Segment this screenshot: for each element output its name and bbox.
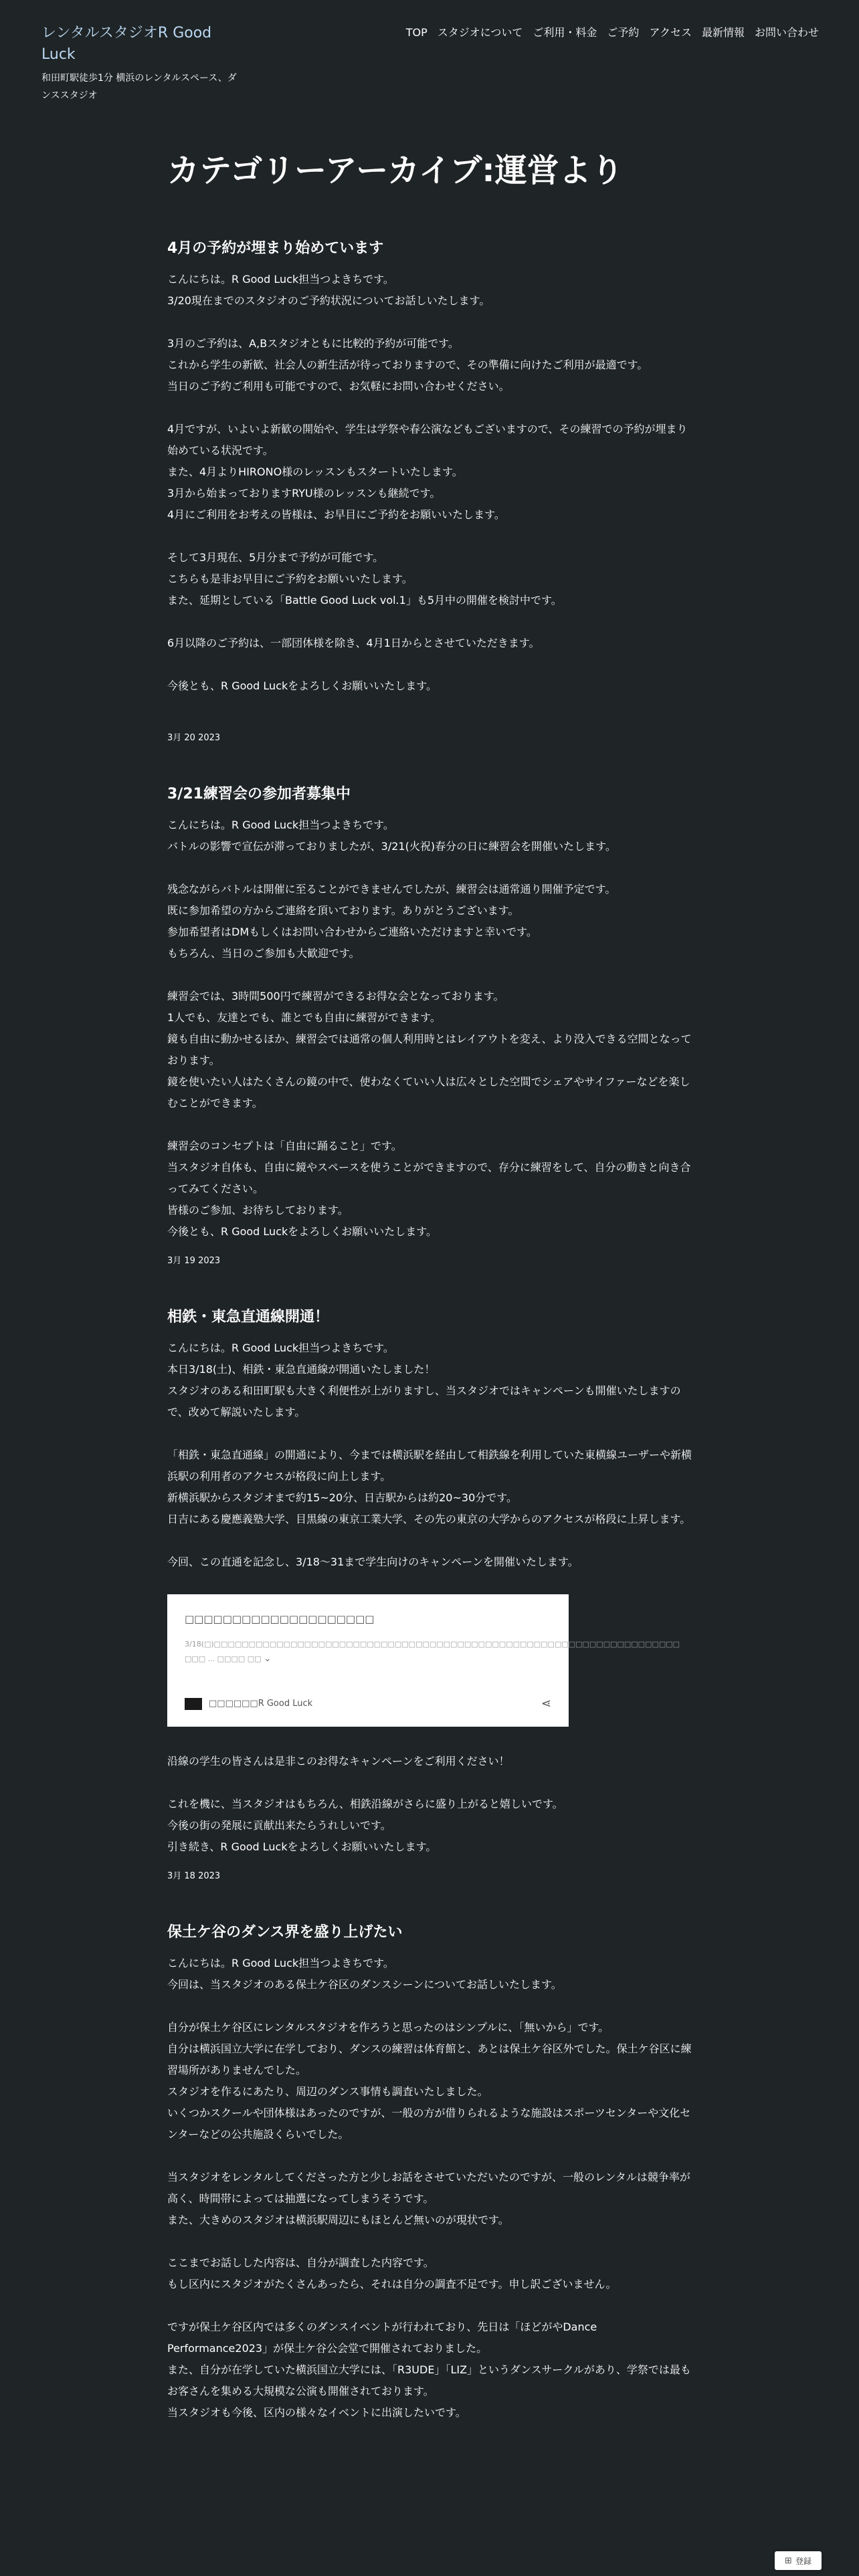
post-line: 今後の街の発展に貢献出来たらうれしいです。 — [167, 1819, 391, 1832]
post-line: 自分が保土ケ谷区にレンタルスタジオを作ろうと思ったのはシンプルに、「無いから」です。 — [167, 2021, 609, 2034]
post-line: また、自分が在学していた横浜国立大学には、「R3UDE」「LIZ」というダンスサークルがあり、学祭では最もお客さんを集める大規模な公演も開催されております。 — [167, 2363, 691, 2397]
post-line: こんにちは。R Good Luck担当つよきちです。 — [167, 819, 394, 831]
post-line: 「相鉄・東急直通線」の開通により、今までは横浜駅を経由して相鉄線を利用していた東横線ユーザーや新横浜駅の利用者のアクセスが格段に向上します。 — [167, 1448, 692, 1483]
post-line: こんにちは。R Good Luck担当つよきちです。 — [167, 273, 394, 286]
post-line: また、大きめのスタジオは横浜駅周辺にもほとんど無いのが現状です。 — [167, 2214, 509, 2226]
post-paragraph — [167, 547, 696, 611]
post-paragraph — [167, 333, 696, 397]
post-paragraph — [167, 815, 696, 857]
post-line: 今回は、当スタジオのある保土ケ谷区のダンスシーンについてお話しいたします。 — [167, 1978, 562, 1991]
post-line: また、4月よりHIRONO様のレッスンもスタートいたします。 — [167, 465, 463, 478]
post-line: こんにちは。R Good Luck担当つよきちです。 — [167, 1957, 394, 1969]
post-line: 当日のご予約ご利用も可能ですので、お気軽にお問い合わせください。 — [167, 380, 510, 393]
post-line: もちろん、当日のご参加も大歓迎です。 — [167, 947, 360, 960]
post-line: 当スタジオ自体も、自由に鏡やスペースを使うことができますので、存分に練習をして、自分の動きと向き合ってみてください。 — [167, 1161, 691, 1195]
brand-logo-icon — [185, 1698, 202, 1710]
post-title[interactable]: 保土ケ谷のダンス界を盛り上げたい — [167, 1924, 403, 1941]
embed-footer — [185, 1695, 551, 1713]
post-line: ここまでお話しした内容は、自分が調査した内容です。 — [167, 2256, 434, 2269]
post-line: 練習会のコンセプトは「自由に踊ること」です。 — [167, 1140, 402, 1152]
post-line: 鏡を使いたい人はたくさんの鏡の中で、使わなくていい人は広々とした空間でシェアやサイファーなどを楽しむことができます。 — [167, 1075, 690, 1109]
nav-item-news[interactable]: 最新情報 — [701, 26, 745, 39]
share-icon[interactable]: ⋖ — [541, 1697, 551, 1711]
embed-source[interactable]: □□□□□□R Good Luck — [209, 1699, 313, 1709]
post-line: 今後とも、R Good Luckをよろしくお願いいたします。 — [167, 1225, 437, 1238]
post-body — [167, 815, 696, 1243]
post-line: 練習会では、3時間500円で練習ができるお得な会となっております。 — [167, 990, 504, 1002]
main-content — [167, 147, 696, 2462]
post-line: 今回、この直通を記念し、3/18～31まで学生向けのキャンペーンを開催いたします。 — [167, 1555, 579, 1568]
post-paragraph — [167, 1551, 696, 1573]
post-line: 4月ですが、いよいよ新歓の開始や、学生は学祭や春公演などもございますので、その練習での予約が埋まり始めている状況です。 — [167, 423, 688, 457]
post-line: スタジオを作るにあたり、周辺のダンス事情も調査いたしました。 — [167, 2085, 488, 2098]
post — [167, 1307, 696, 1883]
post-line: 参加希望者はDMもしくはお問い合わせからご連絡いただけますと幸いです。 — [167, 926, 537, 938]
post-paragraph — [167, 879, 696, 964]
follow-icon: ⊞ — [785, 2555, 792, 2566]
nav-item-pricing[interactable]: ご利用・料金 — [533, 26, 597, 39]
post-line: 残念ながらバトルは開催に至ることができませんでしたが、練習会は通常通り開催予定です。 — [167, 883, 616, 895]
post-line: 沿線の学生の皆さんは是非このお得なキャンペーンをご利用ください！ — [167, 1755, 510, 1767]
post-paragraph — [167, 2167, 696, 2231]
post-body — [167, 1953, 696, 2424]
post-paragraph — [167, 2017, 696, 2145]
post-line: 6月以降のご予約は、一部団体様を除き、4月1日からとさせていただきます。 — [167, 637, 540, 649]
site-description: 和田町駅徒歩1分 横浜のレンタルスペース、ダンススタジオ — [41, 73, 237, 101]
post-line: 新横浜駅からスタジオまで約15~20分、日吉駅からは約20~30分です。 — [167, 1491, 517, 1504]
post-line: 既に参加希望の方からご連絡を頂いております。ありがとうございます。 — [167, 904, 519, 917]
post-line: 当スタジオをレンタルしてくださった方と少しお話をさせていただいたのですが、一般のレンタルは競争率が高く、時間帯によっては抽選になってしまうそうです。 — [167, 2171, 690, 2205]
post-paragraph — [167, 1794, 696, 1858]
archive-title: カテゴリーアーカイブ:運営より — [167, 152, 624, 189]
chevron-down-icon[interactable]: ⌄ — [264, 1654, 272, 1664]
nav-item-about[interactable]: スタジオについて — [437, 26, 523, 39]
post-paragraph — [167, 2252, 696, 2295]
post-paragraph — [167, 1444, 696, 1530]
post-line: こちらも是非お早目にご予約をお願いいたします。 — [167, 572, 413, 585]
post — [167, 238, 696, 745]
post-line: スタジオのある和田町駅も大きく利便性が上がりますし、当スタジオではキャンペーンも開催いたしますので、改めて解説いたします。 — [167, 1384, 681, 1418]
post-paragraph — [167, 986, 696, 1114]
post-line: これから学生の新歓、社会人の新生活が待っておりますので、その準備に向けたご利用が最適です。 — [167, 358, 648, 371]
post-paragraph — [167, 675, 696, 697]
post-line: 3/20現在までのスタジオのご予約状況についてお話しいたします。 — [167, 294, 490, 307]
post-date[interactable]: 3月 19 2023 — [167, 1256, 221, 1266]
post-title[interactable]: 3/21練習会の参加者募集中 — [167, 786, 351, 802]
site-title-link[interactable]: レンタルスタジオR Good Luck — [41, 25, 212, 63]
post-line: 今後とも、R Good Luckをよろしくお願いいたします。 — [167, 679, 437, 692]
post-paragraph — [167, 1953, 696, 1996]
post-line: 鏡も自由に動かせるほか、練習会では通常の個人利用時とはレイアウトを変え、より没入できる空間となっております。 — [167, 1033, 692, 1067]
post-paragraph — [167, 1136, 696, 1243]
embed-title[interactable]: □□□□□□□□□□□□□□□□□□□□ — [185, 1613, 375, 1625]
post-paragraph — [167, 633, 696, 654]
post-body — [167, 269, 696, 697]
post-line: 3月から始まっておりますRYU様のレッスンも継続です。 — [167, 487, 441, 500]
follow-button[interactable] — [775, 2551, 822, 2570]
nav-item-access[interactable]: アクセス — [649, 26, 692, 39]
post-line: そして3月現在、5月分まで予約が可能です。 — [167, 551, 384, 564]
post-line: いくつかスクールや団体様はあったのですが、一般の方が借りられるような施設はスポーツセンターや文化センターなどの公共施設くらいでした。 — [167, 2107, 691, 2141]
site-branding — [41, 23, 242, 104]
embed-excerpt: 3/18(□)□□□□□□□□□□□□□□□□□□□□□□□□□□□□□□□□□□□□□□□□□□□□□□□□□□□□□□□□□□□□□□□□□□□ □□□ ... □□□□ □□ — [185, 1640, 680, 1663]
site-header — [0, 0, 859, 127]
post-line: 当スタジオも今後、区内の様々なイベントに出演したいです。 — [167, 2406, 466, 2419]
post-paragraph — [167, 419, 696, 526]
post-list — [167, 238, 696, 2424]
post-paragraph — [167, 1337, 696, 1423]
post-line: 引き続き、R Good Luckをよろしくお願いいたします。 — [167, 1840, 437, 1853]
post-paragraph — [167, 2317, 696, 2424]
post-title[interactable]: 相鉄・東急直通線開通！ — [167, 1309, 330, 1325]
post-line: 自分は横浜国立大学に在学しており、ダンスの練習は体育館と、あとは保土ケ谷区外でした。保土ケ谷区に練習場所がありませんでした。 — [167, 2042, 692, 2076]
post-line: 3月のご予約は、A,Bスタジオともに比較的予約が可能です。 — [167, 337, 459, 350]
post-body — [167, 1337, 696, 1858]
post-line: こんにちは。R Good Luck担当つよきちです。 — [167, 1341, 394, 1354]
follow-button-label: 登録 — [795, 2556, 812, 2566]
embed-text — [185, 1637, 680, 1667]
post — [167, 784, 696, 1268]
post — [167, 1922, 696, 2424]
main-navigation — [406, 25, 819, 40]
post-line: 皆様のご参加、お待ちしております。 — [167, 1204, 349, 1216]
post-line: ですが保土ケ谷区内では多くのダンスイベントが行われており、先日は「ほどがやDance Performance2023」が保土ケ谷公会堂で開催されておりました。 — [167, 2321, 597, 2355]
post-line: これを機に、当スタジオはもちろん、相鉄沿線がさらに盛り上がると嬉しいです。 — [167, 1798, 563, 1810]
nav-item-booking[interactable]: ご予約 — [607, 26, 640, 39]
post-line: 日吉にある慶應義塾大学、目黒線の東京工業大学、その先の東京の大学からのアクセスが格段に上昇します。 — [167, 1513, 691, 1525]
post-line: もし区内にスタジオがたくさんあったら、それは自分の調査不足です。申し訳ございません。 — [167, 2278, 617, 2290]
post-line: バトルの影響で宣伝が滞っておりましたが、3/21(火祝)春分の日に練習会を開催いたします。 — [167, 840, 616, 853]
post-line: 4月にご利用をお考えの皆様は、お早目にご予約をお願いいたします。 — [167, 508, 505, 521]
post-paragraph — [167, 1751, 696, 1772]
post-paragraph — [167, 269, 696, 312]
post-line: 1人でも、友達とでも、誰とでも自由に練習ができます。 — [167, 1011, 441, 1024]
nav-item-contact[interactable]: お問い合わせ — [754, 26, 819, 39]
embedded-post-card[interactable] — [167, 1594, 680, 1727]
post-line: 本日3/18(土)、相鉄・東急直通線が開通いたしました！ — [167, 1363, 436, 1376]
post-line: また、延期としている「Battle Good Luck vol.1」も5月中の開催を検討中です。 — [167, 594, 562, 607]
post-date[interactable]: 3月 18 2023 — [167, 1871, 221, 1881]
post-date[interactable]: 3月 20 2023 — [167, 733, 221, 743]
post-title[interactable]: 4月の予約が埋まり始めています — [167, 240, 384, 257]
nav-item-top[interactable]: TOP — [405, 26, 427, 39]
